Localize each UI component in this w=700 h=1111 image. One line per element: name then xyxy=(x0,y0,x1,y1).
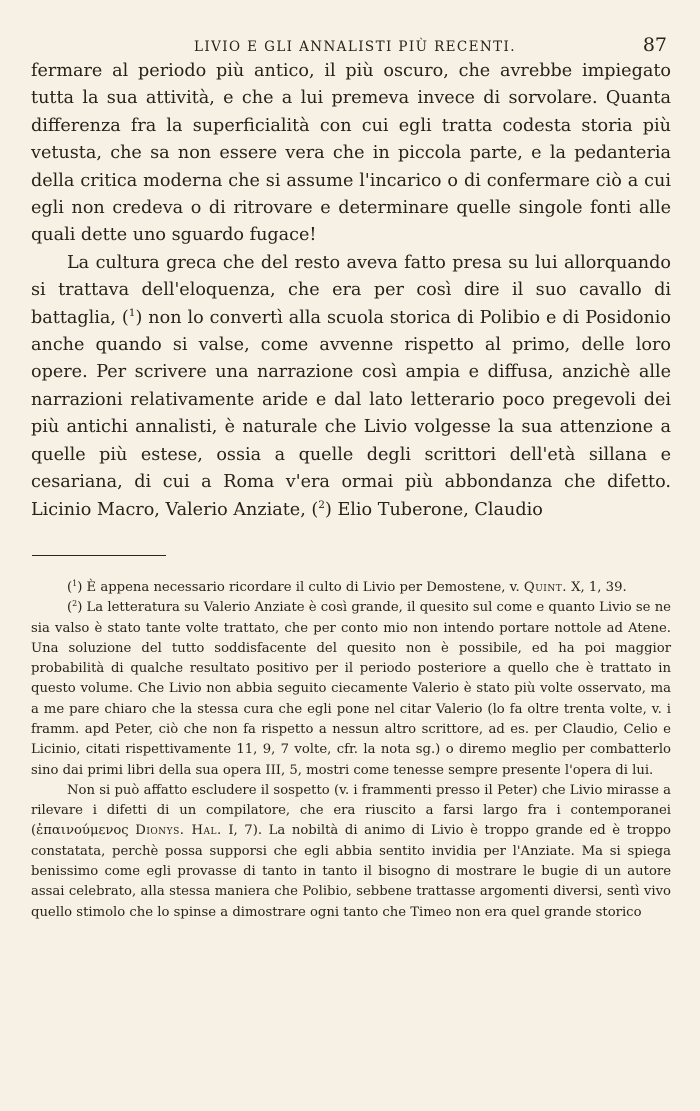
main-text xyxy=(31,58,671,524)
footnote-ref-1[interactable]: 1 xyxy=(128,306,136,319)
footnote-1-text-a: ) È appena necessario ricordare il culto di Livio per Demostene, v. xyxy=(77,579,524,595)
footnote-greek-word: ἐπαινούμενος xyxy=(36,823,129,839)
footnote-2-citation: Dionys. Hal. xyxy=(135,823,222,839)
footnote-2-text: ) La letteratura su Valerio Anziate è così grande, il quesito sul come e quanto Livio se ne sia valso è stato tante volte trattato, che per conto mio non intendo portare nottole ad Atene. Una soluzione del tutto soddisfacente del quesito non è possibile, ed ha poi maggior probabilità di qualche resultato positivo per il periodo posteriore a quello che è trattato in questo volume. Che Livio non abbia seguito ciecamente Valerio è stato più volte osservato, ma a me pare chiaro che la stessa cura che egli pone nel citar Valerio (lo fa oltre trenta volte, v. i framm. apd Peter, ciò che non fa rispetto a nessun altro scrittore, ad es. per Claudio, Celio e Licinio, citati rispettivamente 11, 9, 7 volte, cfr. la nota sg.) o diremo meglio per combatterlo sino dai primi libri della sua opera III, 5, mostri come tenesse sempre presente l'opera di lui. xyxy=(31,600,671,778)
paragraph-2 xyxy=(31,250,671,524)
paragraph-2-part-b: ) non lo convertì alla scuola storica di Polibio e di Posidonio anche quando si valse, come avvenne rispetto al primo, delle loro opere. Per scrivere una narrazione così ampia e diffusa, anzichè alle narrazioni relativamente aride e dal lato letterario poco pregevoli dei più antichi annalisti, è naturale che Livio volgesse la sua attenzione a quelle più estese, ossia a quelle degli scrittori dell'età sillana e cesariana, di cui a Roma v'era ormai più abbondanza che difetto. Licinio Macro, Valerio Anziate, ( xyxy=(31,307,671,520)
footnote-2-mark: 2 xyxy=(72,599,78,609)
paragraph-2-part-c: ) Elio Tuberone, Claudio xyxy=(325,499,543,520)
page-number: 87 xyxy=(642,34,667,56)
paragraph-1: fermare al periodo più antico, il più oscuro, che avrebbe impiegato tutta la sua attività, e che a lui premeva invece di sorvolare. Quanta differenza fra la superficialità con cui egli tratta codesta storia più vetusta, che sa non essere vera che in piccola parte, e la pedanteria della critica moderna che si assume l'incarico o di confermare ciò a cui egli non credeva o di ritrovare e determinare quelle singole fonti alle quali dette uno sguardo fugace! xyxy=(31,61,671,246)
footnotes xyxy=(31,578,671,923)
footnote-2 xyxy=(31,598,671,781)
footnote-1-citation: Quint. xyxy=(523,579,567,595)
footnote-1 xyxy=(31,578,671,598)
footnote-1-text-b: X, 1, 39. xyxy=(566,579,627,595)
footnote-ref-2[interactable]: 2 xyxy=(318,498,325,511)
footnote-2-continued xyxy=(31,781,671,923)
running-title: LIVIO E GLI ANNALISTI PIÙ RECENTI. xyxy=(194,39,516,55)
footnote-1-open: ( xyxy=(67,579,73,595)
paragraph-2-part-a: La cultura greca che del resto aveva fatto presa su lui allorquando si trattava dell'eloquenza, che era per così dire il suo cavallo di battaglia, ( xyxy=(31,252,671,328)
footnote-2-cont-text-b: I, 7). La nobiltà di animo di Livio è troppo grande ed è troppo constatata, perchè possa supporsi che egli abbia sentito invidia per l'Anziate. Ma si spiega benissimo come egli provasse di tanto in tanto il bisogno di mostrare le bugie di un autore assai celebrato, alla stessa maniera che Polibio, sebbene trattasse argomenti diversi, sentì vivo quello stimolo che lo spinse a dimostrare ogni tanto che Timeo non era quel grande storico xyxy=(31,823,671,920)
footnote-1-mark: 1 xyxy=(72,578,78,588)
footnote-2-open: ( xyxy=(67,600,73,616)
running-header xyxy=(31,0,671,58)
footnote-2-cont-text-a: Non si può affatto escludere il sospetto (v. i frammenti presso il Peter) che Livio mirasse a rilevare i difetti di un compilatore, che era riuscito a farsi largo fra i contemporanei ( xyxy=(31,782,671,839)
footnote-divider xyxy=(32,555,166,556)
